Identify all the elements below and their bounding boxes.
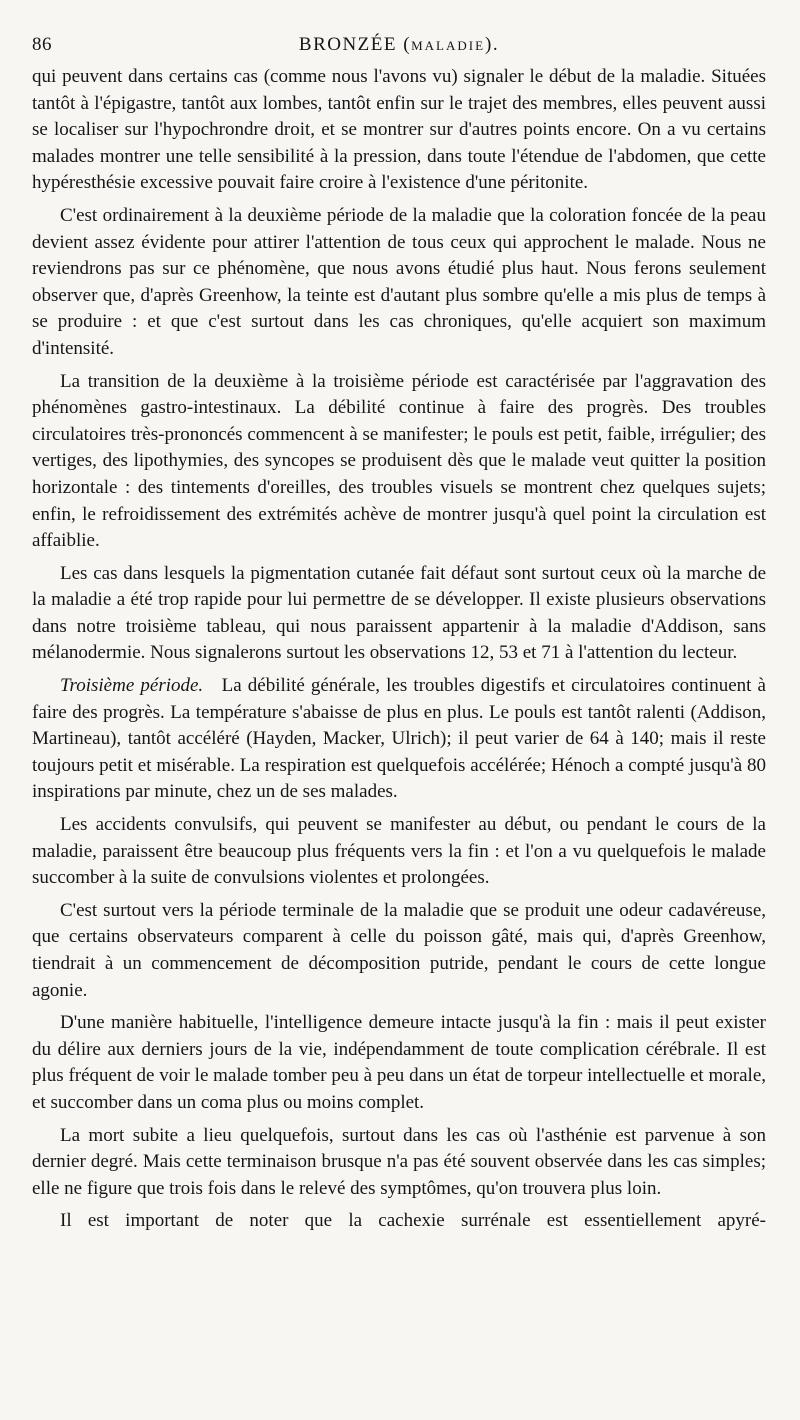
paragraph-1: qui peuvent dans certains cas (comme nous l'avons vu) signaler le début de la maladie. Situées tantôt à l'épigastre, tantôt aux lombes, tantôt enfin sur le trajet des membres, elles peuvent aussi se localiser sur l'hypochrondre droit, et se montrer sur d'autres points encore. On a vu certains malades montrer une telle sensibilité à la pression, dans toute l'étendue de l'abdomen, que cette hypéresthésie excessive pouvait faire croire à l'existence d'une péritonite. [32, 66, 766, 194]
paragraph-5-text: La débilité générale, les troubles digestifs et circulatoires continuent à faire des progrès. La température s'abaisse de plus en plus. Le pouls est tantôt ralenti (Addison, Martineau), tantôt accéléré (Hayden, Macker, Ulrich); il peut varier de 64 à 140; mais il reste toujours petit et misérable. La respiration est quelquefois accélérée; Hénoch a compté jusqu'à 80 inspirations par minute, chez un de ses malades. [32, 675, 766, 803]
paragraph-3: La transition de la deuxième à la troisième période est caractérisée par l'aggravation des phénomènes gastro-intestinaux. La débilité continue à faire des progrès. Des troubles circulatoires très-prononcés commencent à se manifester; le pouls est petit, faible, irrégulier; des vertiges, des lipothymies, des syncopes se produisent dès que le malade veut quitter la position horizontale : des tintements d'oreilles, des troubles visuels se montrent chez quelques sujets; enfin, le refroidissement des extrémités achève de montrer jusqu'à quel point la circulation est affaiblie. [32, 370, 766, 552]
paragraph-7: C'est surtout vers la période terminale de la maladie que se produit une odeur cadavéreuse, que certains observateurs comparent à celle du poisson gâté, mais qui, d'après Greenhow, tiendrait à un commencement de décomposition putride, pendant le cours de cette longue agonie. [32, 899, 766, 1001]
running-title [32, 34, 766, 56]
section-heading-troisieme-periode: Troisième période. [60, 675, 204, 697]
paragraph-9: La mort subite a lieu quelquefois, surtout dans les cas où l'asthénie est parvenue à son dernier degré. Mais cette terminaison brusque n'a pas été souvent observée dans les cas simples; elle ne figure que trois fois dans le relevé des symptômes, qu'on trouvera plus loin. [32, 1124, 766, 1199]
paragraph-5 [32, 673, 766, 806]
running-title-main: BRONZÉE [298, 34, 397, 55]
paragraph-2: C'est ordinairement à la deuxième période de la maladie que la coloration foncée de la peau devient assez évidente pour attirer l'attention de tous ceux qui approchent le malade. Nous ne reviendrons pas sur ce phénomène, que nous avons étudié plus haut. Nous ferons seulement observer que, d'après Greenhow, la teinte est d'autant plus sombre qu'elle a mis plus de temps à se produire : et que c'est surtout dans les cas chroniques, qu'elle acquiert son maximum d'intensité. [32, 204, 766, 359]
running-title-sub: MALADIE [411, 38, 486, 53]
paragraph-4: Les cas dans lesquels la pigmentation cutanée fait défaut sont surtout ceux où la marche de la maladie a été trop rapide pour lui permettre de se développer. Il existe plusieurs observations dans notre troisième tableau, qui nous paraissent appartenir à la maladie d'Addison, sans mélanodermie. Nous signalerons surtout les observations 12, 53 et 71 à l'attention du lecteur. [32, 562, 766, 664]
running-head [32, 30, 766, 64]
paragraph-10: Il est important de noter que la cachexie surrénale est essentiellement apyré- [60, 1210, 766, 1232]
running-title-paren-open: ( [403, 34, 412, 55]
paragraph-8: D'une manière habituelle, l'intelligence demeure intacte jusqu'à la fin : mais il peut exister du délire aux derniers jours de la vie, indépendamment de toute complication cérébrale. Il est plus fréquent de voir le malade tomber peu à peu dans un état de torpeur intellectuelle et morale, et succomber dans un coma plus ou moins complet. [32, 1012, 766, 1113]
body-text [32, 64, 766, 1235]
running-title-paren-close: ). [485, 34, 500, 55]
paragraph-6: Les accidents convulsifs, qui peuvent se manifester au début, ou pendant le cours de la maladie, paraissent être beaucoup plus fréquents vers la fin : et l'on a vu quelquefois le malade succomber à la suite de convulsions violentes et prolongées. [32, 814, 766, 889]
page-number: 86 [32, 34, 52, 55]
